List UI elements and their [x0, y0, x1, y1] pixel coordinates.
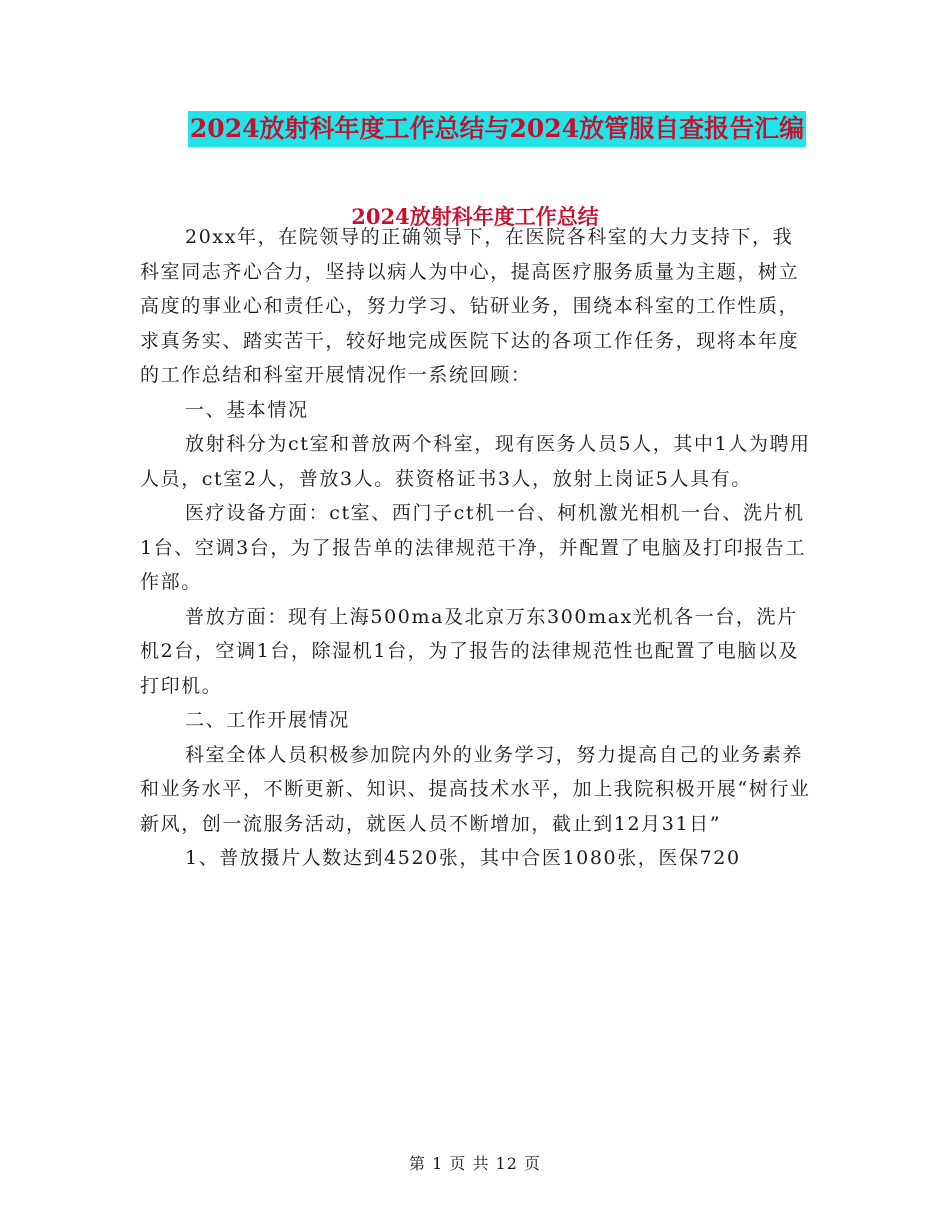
document-body — [140, 220, 812, 876]
paragraph-ct-equipment: 医疗设备方面：ct室、西门子ct机一台、柯机激光相机一台、洗片机1台、空调3台，为了报告单的法律规范干净，并配置了电脑及打印报告工作部。 — [140, 502, 806, 593]
paragraph-study-training: 科室全体人员积极参加院内外的业务学习，努力提高自己的业务素养和业务水平，不断更新、知识、提高技术水平，加上我院积极开展“树行业新风，创一流服务活动，就医人员不断增加，截止到12月31日” — [140, 743, 811, 835]
heading-basic-situation: 一、基本情况 — [185, 398, 309, 421]
paragraph-intro: 20xx年，在院领导的正确领导下，在医院各科室的大力支持下，我科室同志齐心合力，坚持以病人为中心，提高医疗服务质量为主题，树立高度的事业心和责任心，努力学习、钻研业务，围绕本科室的工作性质，求真务实、踏实苦干，较好地完成医院下达的各项工作任务，现将本年度的工作总结和科室开展情况作一系统回顾： — [140, 226, 800, 386]
document-title: 2024放射科年度工作总结与2024放管服自查报告汇编 — [188, 111, 806, 147]
page-number-footer: 第 1 页 共 12 页 — [409, 1154, 541, 1173]
paragraph-xray-count: 1、普放摄片人数达到4520张，其中合医1080张，医保720 — [185, 847, 741, 869]
section-title: 2024放射科年度工作总结 — [351, 204, 599, 229]
heading-work-progress: 二、工作开展情况 — [185, 709, 350, 731]
paragraph-xray-equipment: 普放方面：现有上海500ma及北京万东300max光机各一台，洗片机2台，空调1台，除湿机1台，为了报告的法律规范性也配置了电脑以及打印机。 — [140, 605, 800, 697]
paragraph-department-staff: 放射科分为ct室和普放两个科室，现有医务人员5人，其中1人为聘用人员，ct室2人，普放3人。获资格证书3人，放射上岗证5人具有。 — [140, 433, 811, 490]
document-title-row — [0, 111, 950, 147]
